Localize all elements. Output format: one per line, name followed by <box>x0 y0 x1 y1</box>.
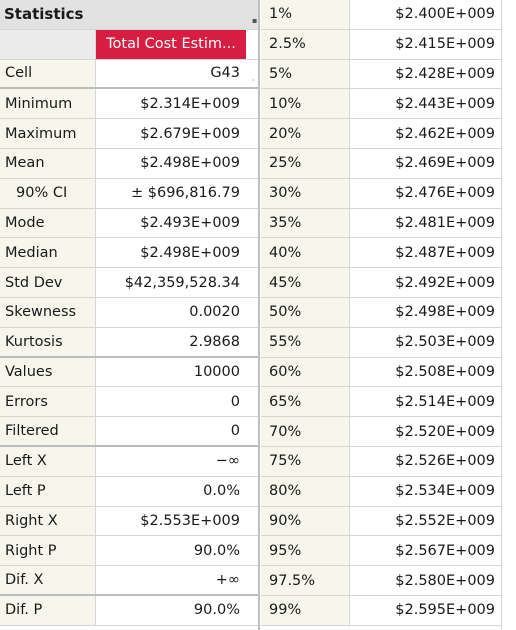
stats-row[interactable] <box>0 387 258 417</box>
stat-value: 0.0020 <box>96 298 246 327</box>
stat-label: Left P <box>0 477 96 506</box>
column-header-total-cost[interactable]: Total Cost Estim... <box>96 30 246 59</box>
stat-label: Cell <box>0 60 96 88</box>
percentile-label: 2.5% <box>261 30 350 59</box>
stat-label: Values <box>0 358 96 387</box>
percentiles-panel <box>261 0 501 626</box>
stats-row[interactable] <box>0 89 258 119</box>
percentile-value: $2.428E+009 <box>350 60 501 89</box>
percentile-label: 60% <box>261 358 350 387</box>
stats-row[interactable] <box>0 209 258 239</box>
stat-label: Dif. P <box>0 596 96 625</box>
stats-row[interactable] <box>0 119 258 149</box>
percentile-value: $2.503E+009 <box>350 328 501 357</box>
percentile-value: $2.415E+009 <box>350 30 501 59</box>
percentile-row[interactable] <box>261 387 501 417</box>
stat-value: G43 <box>96 60 246 88</box>
percentile-label: 97.5% <box>261 566 350 595</box>
stat-value: $2.498E+009 <box>96 238 246 267</box>
percentile-label: 70% <box>261 417 350 446</box>
percentile-value: $2.469E+009 <box>350 149 501 178</box>
stats-row[interactable] <box>0 298 258 328</box>
stats-row[interactable] <box>0 60 258 90</box>
stat-label: Minimum <box>0 89 96 118</box>
percentile-value: $2.481E+009 <box>350 209 501 238</box>
stat-value: $42,359,528.34 <box>96 268 246 297</box>
percentile-row[interactable] <box>261 298 501 328</box>
stat-label: Maximum <box>0 119 96 148</box>
percentile-value: $2.520E+009 <box>350 417 501 446</box>
stats-row[interactable] <box>0 358 258 388</box>
stat-value: 0 <box>96 387 246 416</box>
percentile-row[interactable] <box>261 0 501 30</box>
percentile-value: $2.552E+009 <box>350 507 501 536</box>
percentile-label: 40% <box>261 238 350 267</box>
percentile-value: $2.462E+009 <box>350 119 501 148</box>
percentile-value: $2.514E+009 <box>350 387 501 416</box>
percentile-value: $2.580E+009 <box>350 566 501 595</box>
statistics-title-row <box>0 0 258 30</box>
stat-label: Left X <box>0 447 96 476</box>
stat-label: Mode <box>0 209 96 238</box>
stat-label: Right P <box>0 536 96 565</box>
statistics-table <box>0 60 258 626</box>
stats-row[interactable] <box>0 328 258 358</box>
percentile-row[interactable] <box>261 179 501 209</box>
percentile-value: $2.498E+009 <box>350 298 501 327</box>
stat-value: 90.0% <box>96 596 246 625</box>
percentile-row[interactable] <box>261 238 501 268</box>
stats-row[interactable] <box>0 536 258 566</box>
stat-label: Median <box>0 238 96 267</box>
stat-value: ± $696,816.79 <box>96 179 246 208</box>
percentile-row[interactable] <box>261 268 501 298</box>
statistics-panel <box>0 0 258 626</box>
stat-label: Kurtosis <box>0 328 96 356</box>
percentile-label: 5% <box>261 60 350 89</box>
percentile-label: 65% <box>261 387 350 416</box>
column-header-row <box>0 30 258 60</box>
percentile-label: 10% <box>261 89 350 118</box>
stats-row[interactable] <box>0 238 258 268</box>
percentile-row[interactable] <box>261 328 501 358</box>
stat-label: 90% CI <box>0 179 96 208</box>
percentile-row[interactable] <box>261 536 501 566</box>
percentile-label: 80% <box>261 477 350 506</box>
stats-row[interactable] <box>0 149 258 179</box>
stats-row[interactable] <box>0 566 258 596</box>
stat-label: Skewness <box>0 298 96 327</box>
percentile-row[interactable] <box>261 596 501 626</box>
percentile-value: $2.400E+009 <box>350 0 501 29</box>
stat-label: Filtered <box>0 417 96 445</box>
percentile-value: $2.508E+009 <box>350 358 501 387</box>
stat-value: −∞ <box>96 447 246 476</box>
percentile-label: 55% <box>261 328 350 357</box>
percentile-value: $2.492E+009 <box>350 268 501 297</box>
percentile-label: 35% <box>261 209 350 238</box>
stat-label: Right X <box>0 507 96 536</box>
percentile-value: $2.487E+009 <box>350 238 501 267</box>
percentile-label: 1% <box>261 0 350 29</box>
stat-value: +∞ <box>96 566 246 594</box>
percentile-row[interactable] <box>261 60 501 90</box>
stats-row[interactable] <box>0 179 258 209</box>
stat-value: 10000 <box>96 358 246 387</box>
stat-value: $2.553E+009 <box>96 507 246 536</box>
percentile-row[interactable] <box>261 89 501 119</box>
stat-value: 0 <box>96 417 246 445</box>
percentile-value: $2.526E+009 <box>350 447 501 476</box>
resize-grip-icon[interactable]: · <box>252 76 255 85</box>
panel-title: Statistics <box>4 5 84 24</box>
stats-row[interactable] <box>0 268 258 298</box>
stat-value: 90.0% <box>96 536 246 565</box>
percentile-label: 50% <box>261 298 350 327</box>
percentile-label: 25% <box>261 149 350 178</box>
stat-label: Std Dev <box>0 268 96 297</box>
percentile-row[interactable] <box>261 358 501 388</box>
percentile-row[interactable] <box>261 149 501 179</box>
percentiles-table <box>261 0 501 626</box>
percentile-label: 95% <box>261 536 350 565</box>
stat-label: Errors <box>0 387 96 416</box>
percentile-value: $2.567E+009 <box>350 536 501 565</box>
stats-row[interactable] <box>0 507 258 537</box>
stat-label: Mean <box>0 149 96 178</box>
stat-value: $2.679E+009 <box>96 119 246 148</box>
stat-value: $2.314E+009 <box>96 89 246 118</box>
percentile-row[interactable] <box>261 507 501 537</box>
percentile-row[interactable] <box>261 209 501 239</box>
header-corner <box>0 30 96 59</box>
percentile-label: 75% <box>261 447 350 476</box>
percentile-value: $2.595E+009 <box>350 596 501 625</box>
stats-row[interactable] <box>0 477 258 507</box>
stat-value: 0.0% <box>96 477 246 506</box>
percentile-value: $2.534E+009 <box>350 477 501 506</box>
percentile-label: 30% <box>261 179 350 208</box>
percentile-value: $2.476E+009 <box>350 179 501 208</box>
percentile-label: 99% <box>261 596 350 625</box>
resize-grip-icon[interactable]: ▪ <box>252 16 258 25</box>
right-border <box>501 0 502 630</box>
percentile-label: 90% <box>261 507 350 536</box>
percentile-row[interactable] <box>261 447 501 477</box>
percentile-row[interactable] <box>261 30 501 60</box>
percentile-label: 20% <box>261 119 350 148</box>
panel-divider <box>258 0 260 630</box>
percentile-row[interactable] <box>261 119 501 149</box>
percentile-row[interactable] <box>261 417 501 447</box>
stats-row[interactable] <box>0 596 258 626</box>
percentile-value: $2.443E+009 <box>350 89 501 118</box>
stat-value: $2.493E+009 <box>96 209 246 238</box>
percentile-row[interactable] <box>261 477 501 507</box>
stat-label: Dif. X <box>0 566 96 594</box>
stats-row[interactable] <box>0 447 258 477</box>
percentile-row[interactable] <box>261 566 501 596</box>
stat-value: $2.498E+009 <box>96 149 246 178</box>
stat-value: 2.9868 <box>96 328 246 356</box>
stats-row[interactable] <box>0 417 258 447</box>
percentile-label: 45% <box>261 268 350 297</box>
